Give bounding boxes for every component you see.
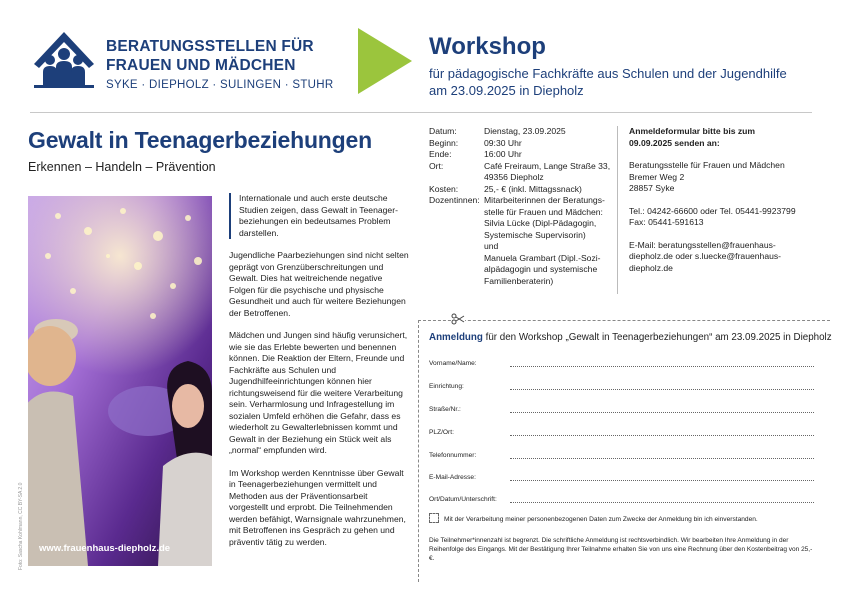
end-value: 16:00 Uhr <box>484 149 522 159</box>
page-subtitle: Erkennen – Handeln – Prävention <box>28 160 216 174</box>
contact-address: Beratungsstelle für Frauen und Mädchen Bremer Weg 2 28857 Syke <box>629 160 785 193</box>
column-divider <box>617 126 618 294</box>
intro-paragraph: Jugendliche Paarbeziehungen sind nicht selten geprägt von Grenzüberschreitungen und Gewalt. Dies hat weitreichende negative Folgen für die psychische und physische Gesundheit und auch für weitere Beziehungen der Betroffenen. <box>229 250 409 318</box>
photo-credit: Foto: Sascha Kohlmann, CC BY-SA 2.0 <box>18 482 24 570</box>
green-triangle-icon <box>358 28 412 94</box>
page-title: Gewalt in Teenagerbeziehungen <box>28 127 372 153</box>
intro-paragraph: Im Workshop werden Kenntnisse über Gewalt in Teenagerbeziehungen vermittelt und Methoden aus der Präventionsarbeit vorgestellt und erprobt. Die Teilnehmenden werden befähigt, Warnsignale wahrzunehmen, mit Betroffenen ins Gespräch zu gehen und präventiv tätig zu werden. <box>229 467 406 547</box>
speakers-value: Mitarbeiterinnen der Beratungs- stelle für Frauen und Mädchen: Silvia Lücke (Dipl-Pädagogin, Systemische Supervisorin) und Manuela Grambart (Dipl.-Sozi- alpädagogin und systemische Familienberaterin) <box>484 195 605 286</box>
contact-phone-fax: Tel.: 04242-66600 oder Tel. 05441-9923799 Fax: 05441-591613 <box>629 205 796 227</box>
form-field-zip-city[interactable]: PLZ/Ort: <box>429 424 814 436</box>
consent-checkbox-row[interactable]: Mit der Verarbeitung meiner personenbezogenen Daten zum Zwecke der Anmeldung bin ich einverstanden. <box>429 513 758 523</box>
start-value: 09:30 Uhr <box>484 137 522 148</box>
header-divider <box>30 112 812 113</box>
workshop-title: Workshop <box>429 33 546 60</box>
cost-label: Kosten: <box>429 183 459 194</box>
place-value: Café Freiraum, Lange Straße 33, 49356 Diepholz <box>484 160 611 182</box>
contact-email[interactable]: E-Mail: beratungsstellen@frauenhaus- diepholz.de oder s.luecke@frauenhaus- diepholz.de <box>629 239 782 273</box>
cost-value: 25,- € (inkl. Mittagssnack) <box>484 183 582 194</box>
form-field-name[interactable]: Vorname/Name: <box>429 355 814 367</box>
intro-paragraph: Mädchen und Jungen sind häufig verunsichert, wie sie das Erlebte bewerten und benennen können. Die Reaktion der Eltern, Freunde und Fachkräfte aus Schulen und Jugendhilfeeinrichtungen können hier richtungsweisend für die weitere Verarbeitung sein. Verharmlosung und Infragestellung im sozialen Umfeld erhöhen die Gefahr, dass es wiederholt zu Gewalterlebnissen kommt und Gewalt in der Beziehung ein Stück weit als „normal“ empfunden wird. <box>229 330 408 455</box>
org-locations: SYKE · DIEPHOLZ · SULINGEN · STUHR <box>106 79 334 91</box>
date-label: Datum: <box>429 126 457 136</box>
start-label: Beginn: <box>429 137 459 148</box>
organization-logo-icon <box>32 30 96 88</box>
place-label: Ort: <box>429 160 444 171</box>
date-value: Dienstag, 23.09.2025 <box>484 126 566 136</box>
speakers-label: Dozentinnen: <box>429 195 480 205</box>
event-details <box>429 126 610 287</box>
scissors-icon <box>451 312 465 326</box>
form-field-street[interactable]: Straße/Nr.: <box>429 401 814 413</box>
contact-info <box>629 126 829 285</box>
registration-deadline: Anmeldeformular bitte bis zum 09.09.2025 senden an: <box>629 126 756 148</box>
form-field-institution[interactable]: Einrichtung: <box>429 378 814 390</box>
workshop-subtitle-1: für pädagogische Fachkräfte aus Schulen und der Jugendhilfe <box>429 66 787 81</box>
workshop-subtitle-2: am 23.09.2025 in Diepholz <box>429 83 584 98</box>
consent-checkbox[interactable] <box>429 513 439 523</box>
website-link[interactable]: www.frauenhaus-diepholz.de <box>39 543 171 554</box>
form-field-phone[interactable]: Telefonnummer: <box>429 447 814 459</box>
teen-couple-photo <box>28 196 212 566</box>
form-field-signature[interactable]: Ort/Datum/Unterschrift: <box>429 491 814 503</box>
registration-title: Anmeldung für den Workshop „Gewalt in Teenagerbeziehungen“ am 23.09.2025 in Diepholz <box>429 332 832 343</box>
registration-note: Die Teilnehmer*innenzahl ist begrenzt. Die schriftliche Anmeldung ist rechtsverbindlich. Wir bearbeiten Ihre Anmeldung in der Reihenfolge des Eingangs. Mit der Bestätigung Ihrer Teilnahme erhalten Sie von uns eine Rechnung über den Kostenbeitrag von 25,- €. <box>429 537 813 562</box>
intro-text <box>229 193 409 559</box>
cut-line-vertical <box>418 320 419 582</box>
end-label: Ende: <box>429 149 452 159</box>
cut-line-horizontal <box>418 320 830 321</box>
org-name-line1: BERATUNGSSTELLEN FÜR <box>106 38 314 55</box>
intro-paragraph: Internationale und auch erste deutsche Studien zeigen, dass Gewalt in Teenager-beziehungen ein bedeutsames Problem darstellen. <box>229 193 409 239</box>
org-name-line2: FRAUEN UND MÄDCHEN <box>106 57 296 74</box>
form-field-email[interactable]: E-Mail-Adresse: <box>429 469 814 481</box>
